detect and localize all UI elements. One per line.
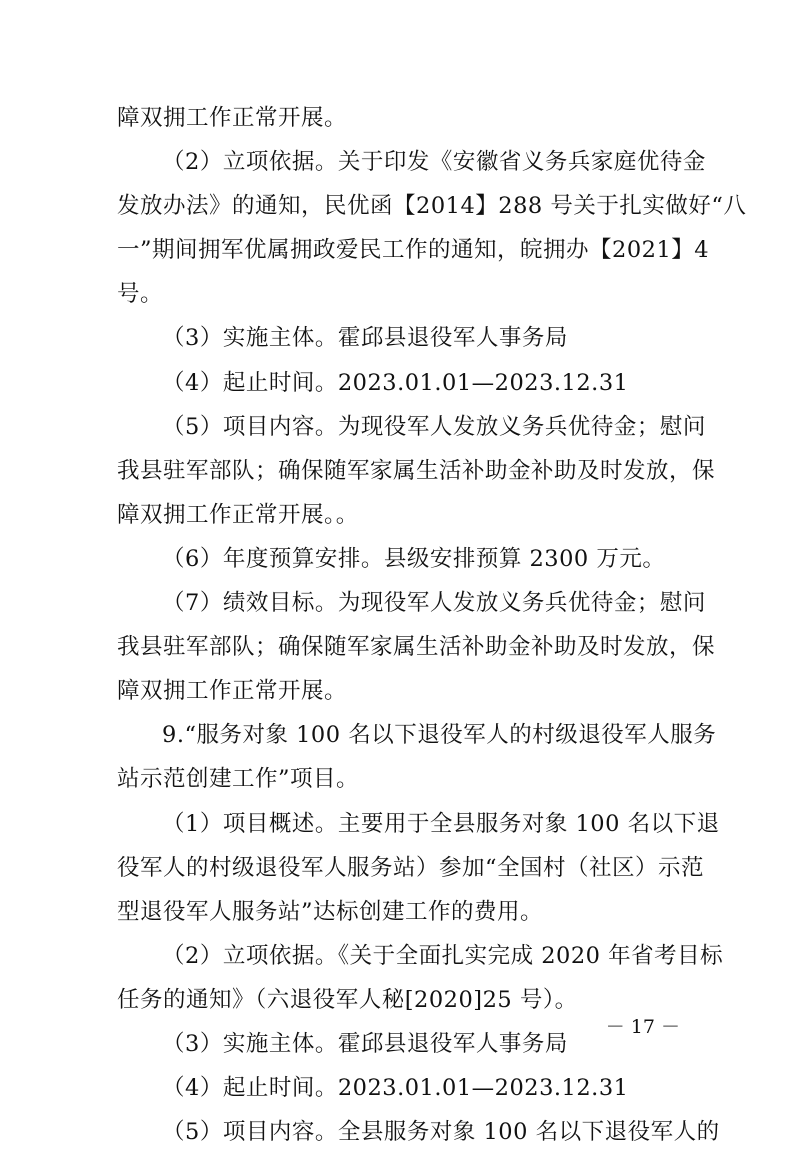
text-line: （7）绩效目标。为现役军人发放义务兵优待金；慰问: [162, 590, 706, 617]
text-line: （2）立项依据。《关于全面扎实完成 2020 年省考目标: [162, 942, 724, 969]
text-line: 任务的通知》（六退役军人秘[2020]25 号）。: [117, 986, 578, 1013]
page-number: － 17 －: [605, 1016, 680, 1038]
body-text: [117, 96, 747, 1154]
text-line: 我县驻军部队；确保随军家属生活补助金补助及时发放，保: [117, 634, 716, 661]
text-line: 我县驻军部队；确保随军家属生活补助金补助及时发放，保: [117, 457, 716, 484]
text-line: 发放办法》的通知，民优函【2014】288 号关于扎实做好“八: [117, 193, 747, 220]
text-line: 障双拥工作正常开展。: [117, 105, 348, 131]
text-line: （3）实施主体。霍邱县退役军人事务局: [162, 325, 568, 352]
text-line: （4）起止时间。2023.01.01—2023.12.31: [162, 1075, 629, 1102]
text-line: （3）实施主体。霍邱县退役军人事务局: [162, 1030, 568, 1057]
text-line: （5）项目内容。为现役军人发放义务兵优待金；慰问: [162, 413, 706, 440]
text-line: （5）项目内容。全县服务对象 100 名以下退役军人的: [162, 1119, 720, 1146]
text-line: 障双拥工作正常开展。。: [117, 501, 359, 528]
text-line: （6）年度预算安排。县级安排预算 2300 万元。: [162, 545, 666, 572]
text-line: 型退役军人服务站”达标创建工作的费用。: [117, 898, 544, 925]
text-line: 障双拥工作正常开展。: [117, 678, 348, 705]
text-line: 一”期间拥军优属拥政爱民工作的通知，皖拥办【2021】4: [117, 237, 710, 264]
text-line: （1）项目概述。主要用于全县服务对象 100 名以下退: [162, 810, 720, 837]
text-line: 9.“服务对象 100 名以下退役军人的村级退役军人服务: [162, 722, 717, 749]
text-line: 站示范创建工作”项目。: [117, 766, 360, 793]
text-line: 号。: [117, 281, 164, 308]
text-line: 役军人的村级退役军人服务站）参加“全国村（社区）示范: [117, 854, 705, 881]
text-line: （2）立项依据。关于印发《安徽省义务兵家庭优待金: [162, 149, 706, 176]
text-line: （4）起止时间。2023.01.01—2023.12.31: [162, 369, 629, 396]
